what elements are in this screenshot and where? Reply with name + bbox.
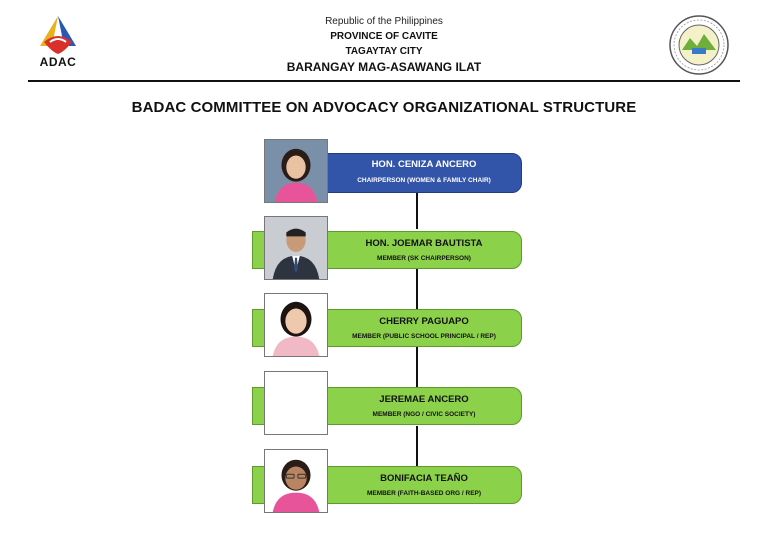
member-photo-school	[264, 293, 328, 357]
barangay-seal-icon	[668, 14, 730, 76]
member-photo-sk	[264, 216, 328, 280]
header-text-block	[0, 14, 768, 75]
connector-3-4	[416, 347, 418, 387]
member-role: MEMBER (SK CHAIRPERSON)	[377, 255, 471, 262]
member-name: JEREMAE ANCERO	[379, 394, 469, 405]
member-role: MEMBER (PUBLIC SCHOOL PRINCIPAL / REP)	[352, 333, 496, 340]
header-republic: Republic of the Philippines	[325, 16, 443, 27]
connector-4-5	[416, 426, 418, 466]
member-name: HON. JOEMAR BAUTISTA	[365, 238, 483, 249]
connector-2-3	[416, 269, 418, 309]
member-role: MEMBER (NGO / CIVIC SOCIETY)	[372, 411, 476, 418]
member-photo-faith	[264, 449, 328, 513]
connector-1-2	[416, 193, 418, 229]
member-name: CHERRY PAGUAPO	[379, 316, 469, 327]
member-role: CHAIRPERSON (WOMEN & FAMILY CHAIR)	[357, 177, 491, 184]
header-province: PROVINCE OF CAVITE	[330, 31, 438, 42]
document-header	[0, 0, 768, 84]
member-photo-chairperson	[264, 139, 328, 203]
header-city: TAGAYTAY CITY	[345, 46, 423, 57]
member-role: MEMBER (FAITH-BASED ORG / REP)	[366, 490, 482, 497]
header-divider	[28, 80, 740, 82]
member-name: BONIFACIA TEAÑO	[380, 473, 468, 484]
member-name: HON. CENIZA ANCERO	[371, 159, 477, 170]
header-barangay: BARANGAY MAG-ASAWANG ILAT	[286, 60, 482, 74]
page-title: BADAC COMMITTEE ON ADVOCACY ORGANIZATIONAL STRUCTURE	[131, 99, 637, 116]
adac-logo-text: ADAC	[39, 55, 77, 69]
member-photo-ngo-placeholder	[264, 371, 328, 435]
